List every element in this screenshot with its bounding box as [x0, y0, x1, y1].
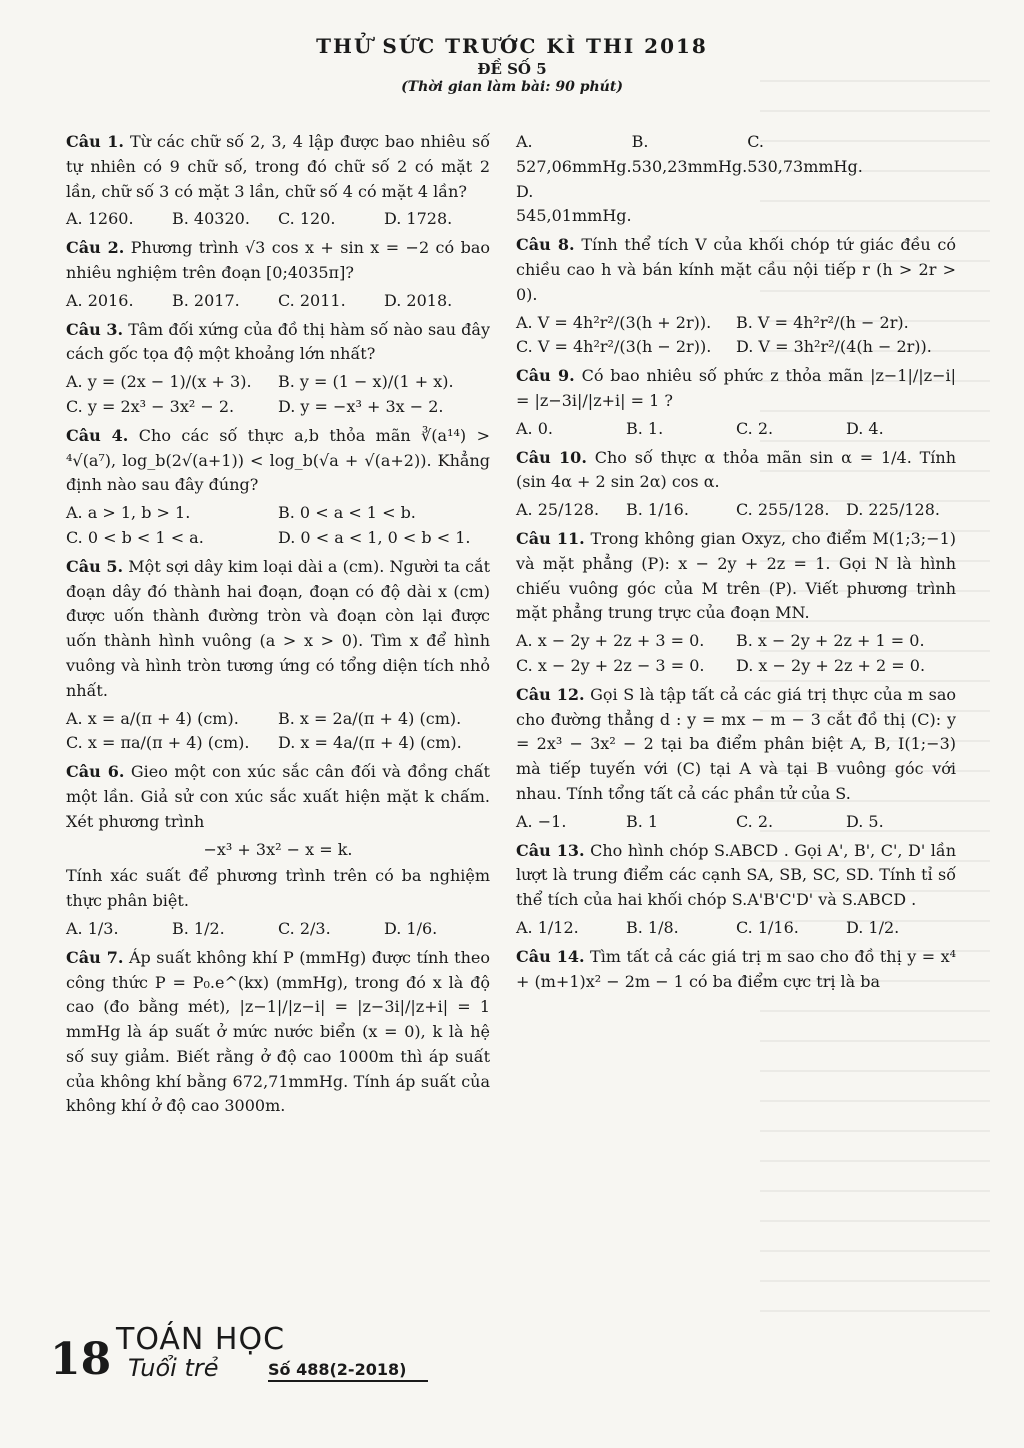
question-text: [516, 446, 956, 496]
question-text: [66, 424, 490, 498]
question-text: [516, 233, 956, 307]
question-label: Câu 12.: [516, 684, 585, 704]
answer-option: C. V = 4h²r²/(3(h − 2r)).: [516, 337, 712, 357]
answer-option: A. 1260.: [66, 209, 134, 229]
answer-options: [66, 289, 490, 314]
question-label: Câu 1.: [66, 132, 124, 151]
answer-option: B. x − 2y + 2z + 1 = 0.: [736, 631, 925, 651]
question-text: [66, 318, 490, 368]
question-text: [66, 555, 490, 704]
question-label: Câu 6.: [66, 762, 125, 782]
page-header: [0, 34, 1024, 95]
question-text: [66, 946, 490, 1120]
question-text: [516, 839, 956, 913]
question-label: Câu 8.: [516, 235, 575, 255]
answer-option: B. 2017.: [172, 290, 240, 310]
answer-option: D. 2018.: [384, 290, 453, 310]
answer-option: A. V = 4h²r²/(3(h + 2r)).: [516, 312, 712, 332]
answer-option: B. V = 4h²r²/(h − 2r).: [736, 312, 909, 332]
question-body: Cho số thực α thỏa mãn sin α = 1/4. Tính (sin 4α + 2 sin 2α) cos α.: [516, 447, 957, 492]
question-label: Câu 13.: [516, 840, 585, 860]
answer-option: C. 255/128.: [736, 500, 830, 520]
answer-option: B. 1/2.: [172, 918, 225, 938]
answer-option: D. 4.: [846, 418, 884, 438]
answer-options: [66, 501, 490, 551]
question-body: Tâm đối xứng của đồ thị hàm số nào sau đây cách gốc tọa độ một khoảng lớn nhất?: [66, 319, 490, 364]
answer-option: B. 0 < a < 1 < b.: [278, 503, 416, 523]
answer-option: D. y = −x³ + 3x − 2.: [278, 396, 444, 416]
question-text-continued: Tính xác suất để phương trình trên có ba nghiệm thực phân biệt.: [66, 866, 490, 911]
question-body: Gọi S là tập tất cả các giá trị thực của m sao cho đường thẳng d : y = mx − m − 3 cắt đồ thị (C): y = 2x³ − 3x² − 2 tại ba điểm phân biệt A, B, I(1;−3) mà tiếp tuyến với (C) tại A và tại B vuông góc với nhau. Tính tổng tất cả các phần tử của S.: [516, 684, 957, 803]
answer-option: C. 530,73mmHg.: [747, 132, 863, 176]
answer-option: A. 1/12.: [516, 917, 579, 937]
answer-option: D. 225/128.: [846, 500, 940, 520]
question-label: Câu 10.: [516, 447, 587, 467]
answer-option: B. y = (1 − x)/(1 + x).: [278, 372, 454, 392]
answer-option: C. y = 2x³ − 3x² − 2.: [66, 396, 235, 416]
answer-option: C. 2.: [736, 811, 774, 831]
answer-options: [516, 810, 956, 835]
answer-options: [516, 498, 956, 523]
question-body: Từ các chữ số 2, 3, 4 lập được bao nhiêu số tự nhiên có 9 chữ số, trong đó chữ số 2 có mặt 2 lần, chữ số 3 có mặt 3 lần, chữ số 4 có mặt 4 lần?: [66, 132, 490, 201]
answer-options: [66, 207, 490, 232]
answer-option: A. −1.: [516, 811, 567, 831]
answer-option: A. a > 1, b > 1.: [66, 503, 191, 523]
answer-options: [516, 130, 956, 229]
answer-option: C. x = πa/(π + 4) (cm).: [66, 733, 250, 753]
right-column: [516, 130, 956, 997]
question-label: Câu 11.: [516, 528, 585, 548]
question-label: Câu 2.: [66, 238, 125, 258]
magazine-logo-line1: TOÁN HỌC: [116, 1322, 286, 1357]
answer-option: B. 1/8.: [626, 917, 679, 937]
answer-option: B. 1/16.: [626, 500, 689, 520]
answer-option: C. 0 < b < 1 < a.: [66, 527, 204, 547]
answer-option: C. 2011.: [278, 290, 346, 310]
answer-option: D. 545,01mmHg.: [516, 181, 632, 226]
question-label: Câu 7.: [66, 947, 124, 967]
answer-option: C. 120.: [278, 209, 336, 229]
question-label: Câu 5.: [66, 556, 124, 576]
answer-option: A. x = a/(π + 4) (cm).: [66, 708, 239, 728]
answer-options: [66, 707, 490, 757]
question-body: Phương trình √3 cos x + sin x = −2 có bao nhiêu nghiệm trên đoạn [0;4035π]?: [66, 238, 490, 282]
left-column: [66, 130, 490, 1122]
question-text: [66, 130, 490, 204]
question-text: [516, 364, 956, 414]
answer-option: D. V = 3h²r²/(4(h − 2r)).: [736, 337, 932, 357]
question-body: Cho hình chóp S.ABCD . Gọi A', B', C', D' lần lượt là trung điểm các cạnh SA, SB, SC, SD. Tính tỉ số thể tích của hai khối chóp S.A'B'C'D' và S.ABCD .: [516, 840, 956, 910]
magazine-logo-line2: Tuổi trẻ: [128, 1354, 219, 1382]
question-label: Câu 4.: [66, 425, 129, 445]
question-body: Gieo một con xúc sắc cân đối và đồng chất một lần. Giả sử con xúc sắc xuất hiện mặt k chấm. Xét phương trình: [66, 762, 490, 831]
question-body: Có bao nhiêu số phức z thỏa mãn |z−1|/|z−i| = |z−3i|/|z+i| = 1 ?: [516, 366, 957, 410]
question-text: [66, 760, 490, 834]
answer-option: C. 1/16.: [736, 917, 799, 937]
page-title: THỬ SỨC TRƯỚC KÌ THI 2018: [316, 34, 708, 58]
answer-option: B. 530,23mmHg.: [631, 132, 748, 176]
question-body: Tính thể tích V của khối chóp tứ giác đều có chiều cao h và bán kính mặt cầu nội tiếp r (h > 2r > 0).: [516, 235, 957, 304]
answer-option: D. 1/2.: [846, 917, 900, 937]
answer-option: D. 0 < a < 1, 0 < b < 1.: [278, 527, 471, 547]
answer-option: A. y = (2x − 1)/(x + 3).: [66, 372, 252, 392]
answer-option: B. 1.: [626, 418, 664, 438]
answer-option: C. x − 2y + 2z − 3 = 0.: [516, 655, 705, 675]
answer-option: D. x − 2y + 2z + 2 = 0.: [736, 655, 926, 675]
question-body: Một sợi dây kim loại dài a (cm). Người ta cắt đoạn dây đó thành hai đoạn, đoạn có độ dài x (cm) được uốn thành đường tròn và đoạn còn lại được uốn thành hình vuông (a > x > 0). Tìm x để hình vuông và hình tròn tương ứng có tổng diện tích nhỏ nhất.: [66, 556, 491, 700]
answer-option: B. 1: [626, 811, 659, 831]
page-number: 18: [50, 1334, 112, 1385]
answer-option: D. x = 4a/(π + 4) (cm).: [278, 733, 462, 753]
page-footer: [50, 1318, 470, 1388]
answer-option: A. 25/128.: [516, 500, 600, 520]
answer-options: [516, 417, 956, 442]
time-limit: (Thời gian làm bài: 90 phút): [401, 79, 623, 95]
answer-options: [516, 916, 956, 941]
answer-options: [66, 917, 490, 942]
answer-option: A. 527,06mmHg.: [516, 132, 632, 176]
answer-option: A. 2016.: [66, 290, 134, 310]
answer-option: A. 0.: [516, 418, 553, 438]
answer-option: A. x − 2y + 2z + 3 = 0.: [516, 631, 705, 651]
question-body: Áp suất không khí P (mmHg) được tính theo công thức P = P₀.e^(kx) (mmHg), trong đó x là độ cao (đo bằng mét), |z−1|/|z−i| = |z−3i|/|z+i| = 1 mmHg là áp suất ở mức nước biển (x = 0), k là hệ số suy giảm. Biết rằng ở độ cao 1000m thì áp suất của không khí bằng 672,71mmHg. Tính áp suất của không khí ở độ cao 3000m.: [66, 947, 490, 1116]
answer-option: D. 1/6.: [384, 918, 438, 938]
question-body: Tìm tất cả các giá trị m sao cho đồ thị y = x⁴ + (m+1)x² − 2m − 1 có ba điểm cực trị là ba: [516, 946, 957, 991]
answer-options: [516, 311, 956, 361]
question-text: [66, 236, 490, 286]
answer-option: D. 5.: [846, 811, 884, 831]
issue-number: Số 488(2-2018): [268, 1360, 428, 1382]
answer-option: B. 40320.: [172, 209, 250, 229]
answer-option: C. 2.: [736, 418, 774, 438]
question-body: Cho các số thực a,b thỏa mãn ∛(a¹⁴) > ⁴√(a⁷), log_b(2√(a+1)) < log_b(√a + √(a+2)). Khẳng định nào sau đây đúng?: [66, 425, 490, 495]
question-text: [516, 945, 956, 995]
answer-options: [516, 629, 956, 679]
question-label: Câu 9.: [516, 366, 575, 386]
question-body: Trong không gian Oxyz, cho điểm M(1;3;−1) và mặt phẳng (P): x − 2y + 2z = 1. Gọi N là hình chiếu vuông góc của M trên (P). Viết phương trình mặt phẳng trung trực của đoạn MN.: [516, 528, 956, 623]
answer-option: A. 1/3.: [66, 918, 119, 938]
question-text: [516, 683, 956, 807]
answer-option: B. x = 2a/(π + 4) (cm).: [278, 708, 462, 728]
question-text: [516, 527, 956, 626]
answer-option: C. 2/3.: [278, 918, 331, 938]
question-label: Câu 14.: [516, 946, 585, 966]
answer-option: D. 1728.: [384, 209, 453, 229]
equation: −x³ + 3x² − x = k.: [203, 839, 353, 859]
question-label: Câu 3.: [66, 319, 124, 339]
answer-options: [66, 370, 490, 420]
exam-number: ĐỀ SỐ 5: [477, 60, 547, 78]
